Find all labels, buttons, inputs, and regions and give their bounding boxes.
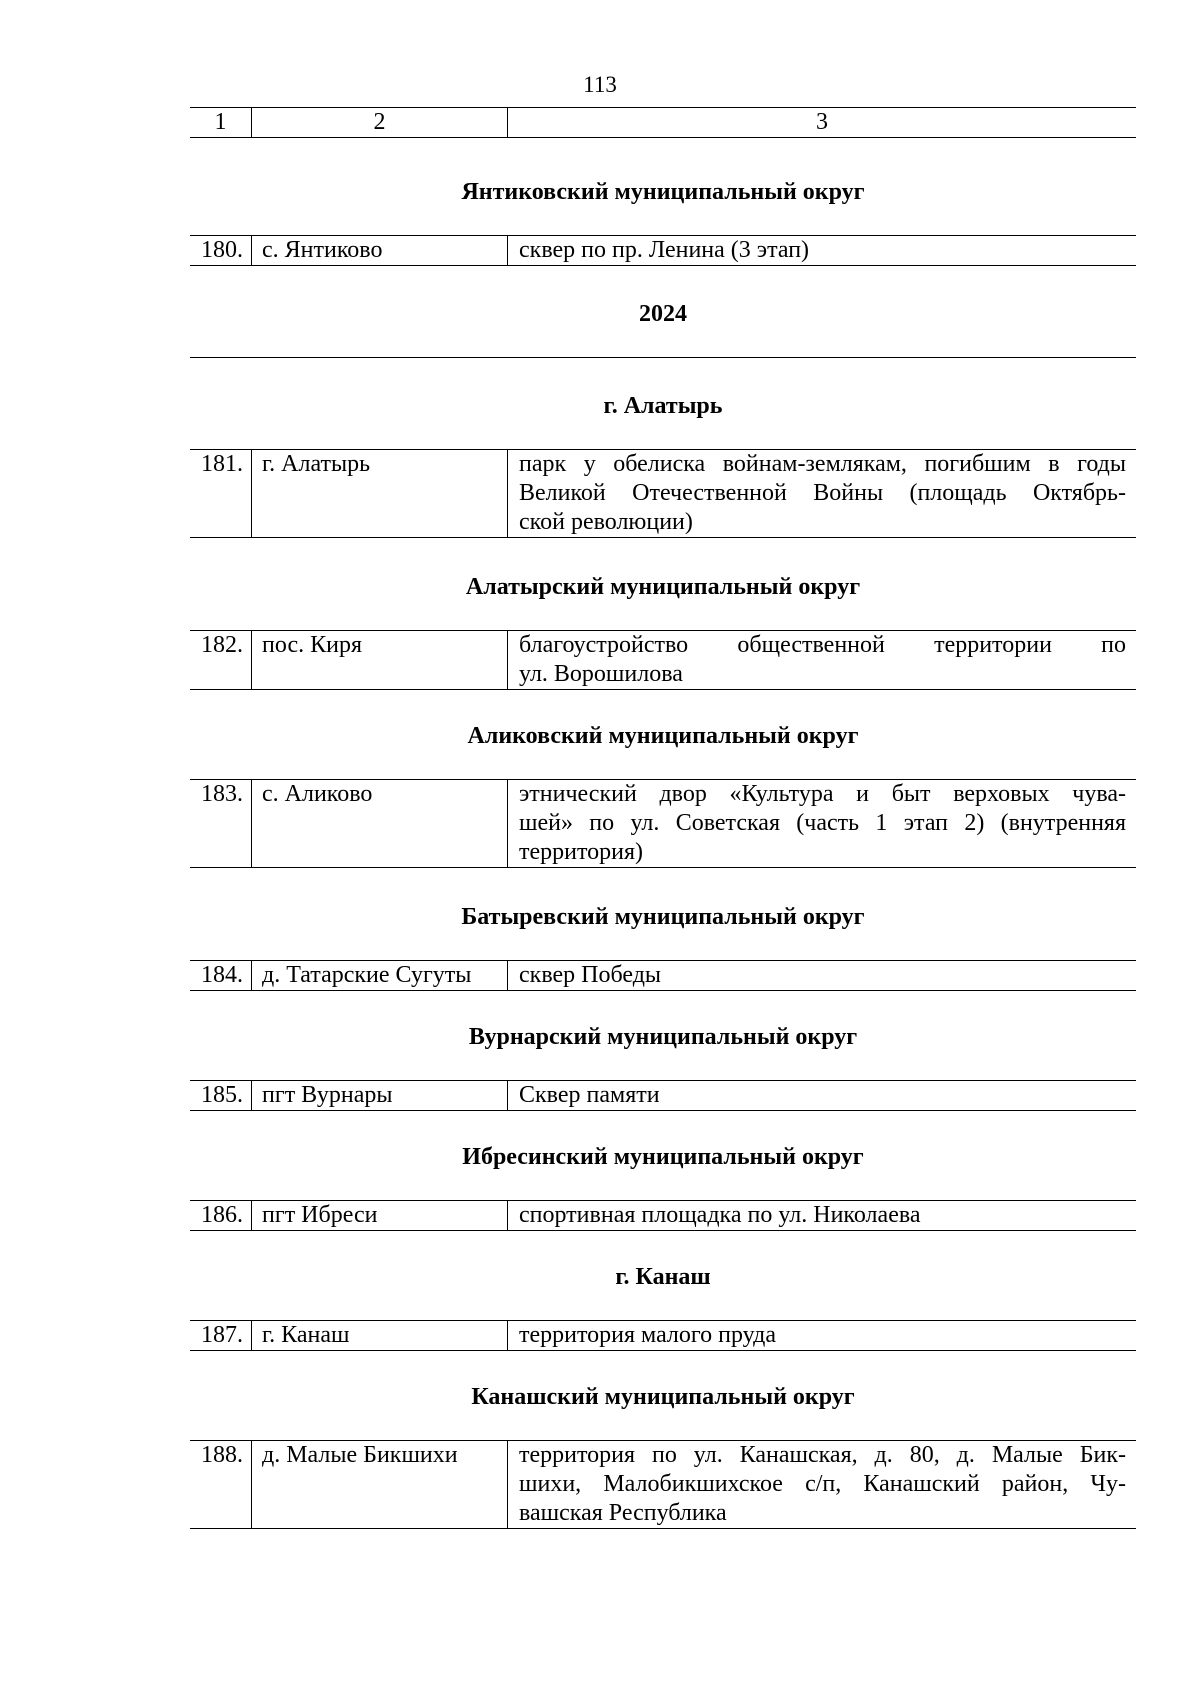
row-object [508,1441,1136,1528]
text-line: благоустройство общественной территории по [519,632,1126,658]
section-heading: Янтиковский муниципальный округ [461,179,865,205]
row-place: с. Янтиково [252,236,508,265]
text-line: шихи, Малобикшихское с/п, Канашский район, Чу- [519,1471,1126,1497]
table-row [190,1081,1136,1110]
section-heading: Вурнарский муниципальный округ [468,1024,858,1050]
row-object [508,631,1136,689]
row-place: пос. Киря [252,631,508,689]
table-row [190,631,1136,689]
text-line: территория по ул. Канашская, д. 80, д. Малые Бик- [519,1442,1126,1468]
row-place: пгт Вурнары [252,1081,508,1110]
row-number: 182. [190,631,252,689]
text-line: этнический двор «Культура и быт верховых чува- [519,781,1126,807]
table [190,449,1136,538]
section-heading: г. Алатырь [603,393,723,419]
column-number-3: 3 [816,109,828,135]
table [190,630,1136,690]
row-number: 188. [190,1441,252,1528]
table-row [190,1441,1136,1528]
table [190,1200,1136,1231]
section-heading: Аликовский муниципальный округ [467,723,859,749]
row-object: сквер по пр. Ленина (3 этап) [519,237,810,263]
row-place: пгт Ибреси [252,1201,508,1230]
table [190,960,1136,991]
section-heading: Батыревский муниципальный округ [461,904,865,930]
table [190,1440,1136,1529]
section-heading: Ибресинский муниципальный округ [462,1144,864,1170]
row-object: Сквер памяти [519,1082,660,1108]
table [190,235,1136,266]
row-place: д. Малые Бикшихи [252,1441,508,1528]
table [190,1320,1136,1351]
text-line: территория) [519,839,644,865]
row-number: 186. [190,1201,252,1230]
table-row [190,1201,1136,1230]
row-object [508,780,1136,867]
row-number: 184. [190,961,252,990]
table-row [190,450,1136,537]
text-line: Великой Отечественной Войны (площадь Октябрь- [519,480,1126,506]
section-heading: Канашский муниципальный округ [471,1384,855,1410]
column-number-2: 2 [252,108,508,137]
row-place: д. Татарские Сугуты [252,961,508,990]
row-object: сквер Победы [519,962,662,988]
row-object [508,450,1136,537]
table-row [190,961,1136,990]
text-line: ул. Ворошилова [519,661,683,687]
row-place: с. Аликово [252,780,508,867]
page-number: 113 [583,72,617,97]
row-number: 180. [190,236,252,265]
row-place: г. Алатырь [252,450,508,537]
table-row [190,780,1136,867]
section-heading: г. Канаш [615,1264,711,1290]
text-line: ской революции) [519,509,693,535]
row-object: спортивная площадка по ул. Николаева [519,1202,921,1228]
table [190,1080,1136,1111]
table [190,779,1136,868]
year-heading: 2024 [639,301,687,327]
row-number: 185. [190,1081,252,1110]
text-line: парк у обелиска войнам-землякам, погибшим в годы [519,451,1126,477]
row-number: 187. [190,1321,252,1350]
row-place: г. Канаш [252,1321,508,1350]
row-number: 181. [190,450,252,537]
row-number: 183. [190,780,252,867]
column-number-1: 1 [190,108,252,137]
column-number-header [190,107,1136,138]
section-heading: Алатырский муниципальный округ [465,574,861,600]
row-object: территория малого пруда [519,1322,777,1348]
table-row [190,1321,1136,1350]
text-line: вашская Республика [519,1500,727,1526]
text-line: шей» по ул. Советская (часть 1 этап 2) (внутренняя [519,810,1126,836]
table-row [190,108,1136,137]
divider [190,357,1136,358]
table-row [190,236,1136,265]
